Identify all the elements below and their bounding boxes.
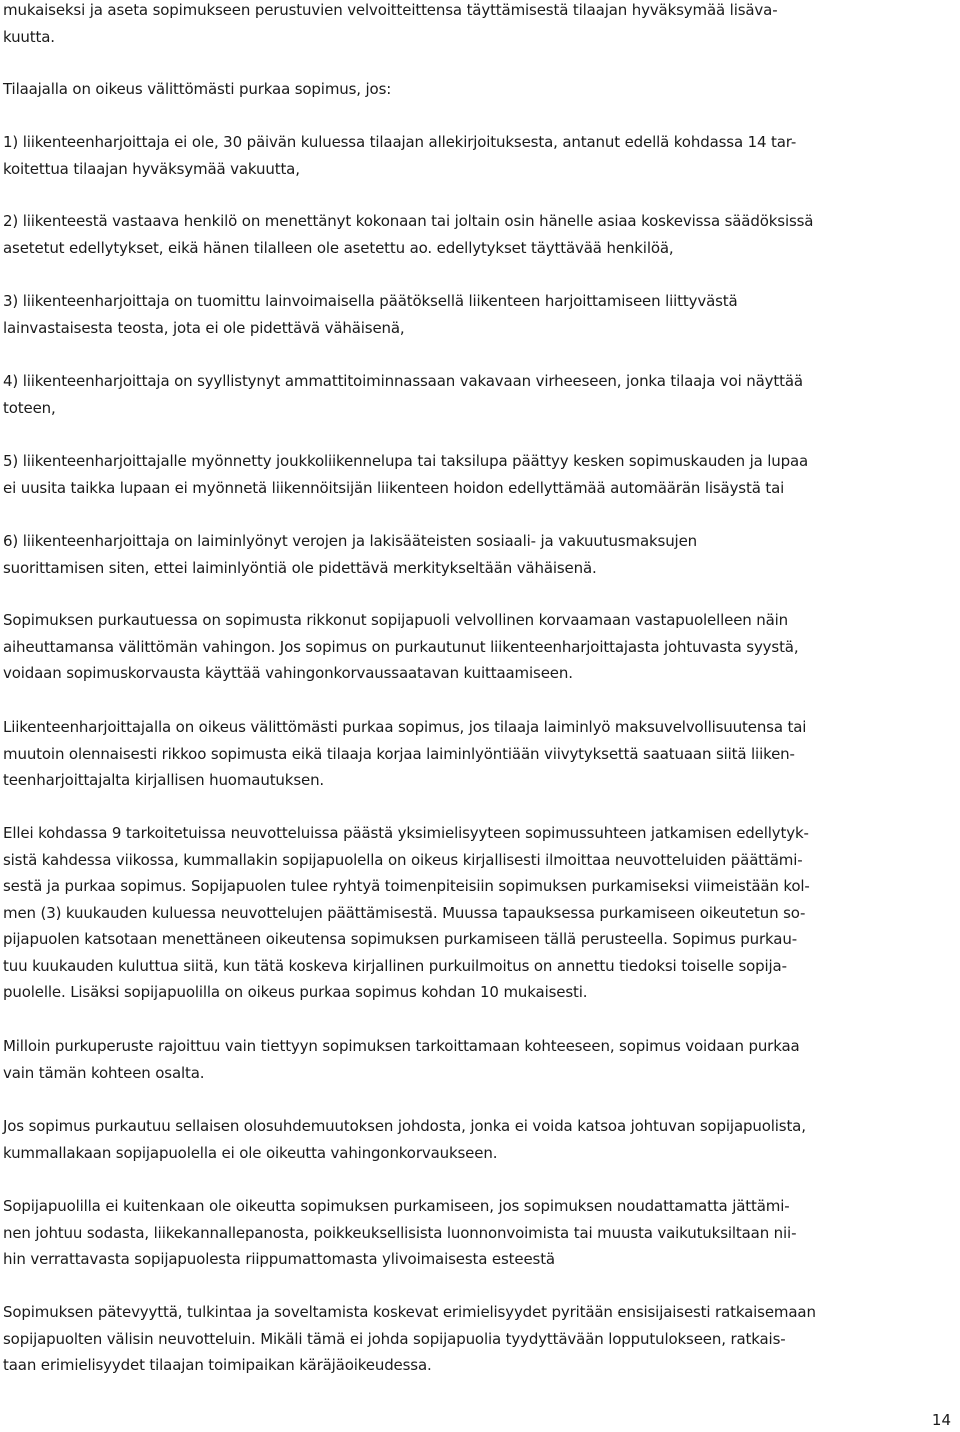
list-item-4 <box>3 368 957 421</box>
text-line: tuu kuukauden kuluttua siitä, kun tätä koskeva kirjallinen purkuilmoitus on annettu tiedoksi toiselle sopija- <box>3 956 787 975</box>
text-line: Sopimuksen purkautuessa on sopimusta rikkonut sopijapuoli velvollinen korvaamaan vastapuolelleen näin <box>3 611 789 629</box>
paragraph-continuation <box>3 0 957 50</box>
text-line: 6) liikenteenharjoittaja on laiminlyönyt verojen ja lakisääteisten sosiaali- ja vakuutusmaksujen <box>3 532 698 550</box>
text-line: mukaiseksi ja aseta sopimukseen perustuvien velvoitteittensa täyttämisestä tilaajan hyväksymää lisäva- <box>3 1 778 19</box>
text-line: sopijapuolten välisin neuvotteluin. Mikäli tämä ei johda sopijapuolia tyydyttävään lopputulokseen, ratkais- <box>3 1329 786 1348</box>
paragraph-damages <box>3 607 957 687</box>
text-line: Milloin purkuperuste rajoittuu vain tiettyyn sopimuksen tarkoittamaan kohteeseen, sopimus voidaan purkaa <box>3 1037 800 1055</box>
text-line: kummallakaan sopijapuolella ei ole oikeutta vahingonkorvaukseen. <box>3 1143 498 1162</box>
paragraph-partial-termination <box>3 1033 957 1086</box>
text-line: 4) liikenteenharjoittaja on syyllistynyt ammattitoiminnassaan vakavaan virheeseen, jonka tilaaja voi näyttää <box>3 372 803 390</box>
paragraph-operator-termination <box>3 714 957 794</box>
text-line: koitettua tilaajan hyväksymää vakuutta, <box>3 159 300 178</box>
page-number: 14 <box>931 1411 951 1429</box>
text-line: taan erimielisyydet tilaajan toimipaikan käräjäoikeudessa. <box>3 1356 432 1374</box>
list-item-6 <box>3 528 957 581</box>
text-line: Liikenteenharjoittajalla on oikeus välittömästi purkaa sopimus, jos tilaaja laiminlyö maksuvelvollisuutensa tai <box>3 718 807 736</box>
text-line: toteen, <box>3 398 56 417</box>
text-line: kuutta. <box>3 27 55 46</box>
text-line: vain tämän kohteen osalta. <box>3 1063 205 1082</box>
text-line: asetetut edellytykset, eikä hänen tilalleen ole asetettu ao. edellytykset täyttävää henkilöä, <box>3 238 674 257</box>
text-line: muutoin olennaisesti rikkoo sopimusta eikä tilaaja korjaa laiminlyöntiään viivytyksettä saatuaan siitä liiken- <box>3 744 795 763</box>
text-line: Tilaajalla on oikeus välittömästi purkaa sopimus, jos: <box>3 80 392 98</box>
text-line: Sopimuksen pätevyyttä, tulkintaa ja soveltamista koskevat erimielisyydet pyritään ensisijaisesti ratkaisemaan <box>3 1303 816 1321</box>
document-page <box>3 0 957 1432</box>
paragraph-dispute-resolution <box>3 1299 957 1379</box>
paragraph-termination-intro <box>3 76 957 103</box>
text-line: men (3) kuukauden kuluessa neuvottelujen päättämisestä. Muussa tapauksessa purkamiseen oikeutetun so- <box>3 903 806 922</box>
text-line: aiheuttamansa välittömän vahingon. Jos sopimus on purkautunut liikenteenharjoittajasta johtuvasta syystä, <box>3 637 799 656</box>
paragraph-negotiation-termination <box>3 820 957 1006</box>
text-line: Jos sopimus purkautuu sellaisen olosuhdemuutoksen johdosta, jonka ei voida katsoa johtuvan sopijapuolista, <box>3 1117 806 1135</box>
text-line: 5) liikenteenharjoittajalle myönnetty joukkoliikennelupa tai taksilupa päättyy kesken sopimuskauden ja lupaa <box>3 452 809 470</box>
text-line: nen johtuu sodasta, liikekannallepanosta, poikkeuksellisista luonnonvoimista tai muusta vaikutuksiltaan nii- <box>3 1223 797 1242</box>
text-line: lainvastaisesta teosta, jota ei ole pidettävä vähäisenä, <box>3 318 405 337</box>
text-line: sistä kahdessa viikossa, kummallakin sopijapuolella on oikeus kirjallisesti ilmoittaa neuvotteluiden päättämi- <box>3 850 803 869</box>
list-item-5 <box>3 448 957 501</box>
text-line: ei uusita taikka lupaan ei myönnetä liikennöitsijän liikenteen hoidon edellyttämää automäärän lisäystä tai <box>3 478 785 497</box>
text-line: pijapuolen katsotaan menettäneen oikeutensa sopimuksen purkamiseen tällä perusteella. Sopimus purkau- <box>3 930 797 948</box>
text-line: teenharjoittajalta kirjallisen huomautuksen. <box>3 771 325 789</box>
text-line: voidaan sopimuskorvausta käyttää vahingonkorvaussaatavan kuittaamiseen. <box>3 664 573 682</box>
list-item-1 <box>3 129 957 182</box>
text-line: sestä ja purkaa sopimus. Sopijapuolen tulee ryhtyä toimenpiteisiin sopimuksen purkamiseksi viimeistään kol- <box>3 877 810 895</box>
text-line: 1) liikenteenharjoittaja ei ole, 30 päivän kuluessa tilaajan allekirjoituksesta, antanut edellä kohdassa 14 tar- <box>3 133 797 151</box>
list-item-3 <box>3 288 957 341</box>
text-line: puolelle. Lisäksi sopijapuolilla on oikeus purkaa sopimus kohdan 10 mukaisesti. <box>3 983 588 1001</box>
text-line: hin verrattavasta sopijapuolesta riippumattomasta ylivoimaisesta esteestä <box>3 1250 555 1268</box>
text-line: suorittamisen siten, ettei laiminlyöntiä ole pidettävä merkitykseltään vähäisenä. <box>3 558 597 577</box>
paragraph-circumstance-change <box>3 1113 957 1166</box>
text-line: Ellei kohdassa 9 tarkoitetuissa neuvotteluissa päästä yksimielisyyteen sopimussuhteen jatkamisen edellytyk- <box>3 824 809 842</box>
text-line: 2) liikenteestä vastaava henkilö on menettänyt kokonaan tai joltain osin hänelle asiaa koskevissa säädöksissä <box>3 212 814 230</box>
paragraph-force-majeure <box>3 1193 957 1273</box>
text-line: 3) liikenteenharjoittaja on tuomittu lainvoimaisella päätöksellä liikenteen harjoittamiseen liittyvästä <box>3 292 738 310</box>
list-item-2 <box>3 208 957 261</box>
text-line: Sopijapuolilla ei kuitenkaan ole oikeutta sopimuksen purkamiseen, jos sopimuksen noudattamatta jättämi- <box>3 1197 790 1215</box>
